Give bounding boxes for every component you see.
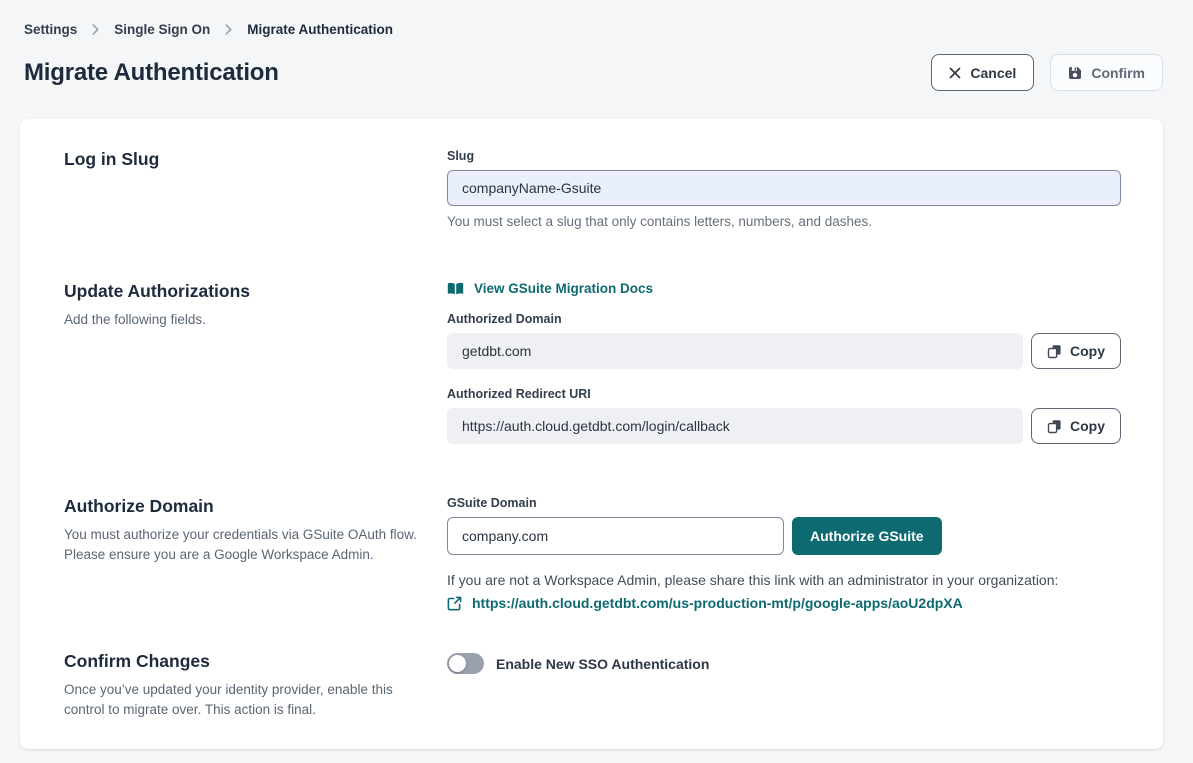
- confirm-changes-description: Once you’ve updated your identity provider, enable this control to migrate over. This action is final.: [64, 682, 393, 717]
- slug-input[interactable]: [447, 170, 1121, 206]
- section-heading-authorize-domain: Authorize Domain: [64, 496, 214, 516]
- share-link[interactable]: [447, 595, 1121, 611]
- copy-button-label: Copy: [1070, 343, 1105, 359]
- external-link-icon: [447, 596, 462, 611]
- slug-label: Slug: [447, 149, 475, 163]
- book-icon: [447, 282, 464, 296]
- section-heading-login-slug: Log in Slug: [64, 149, 160, 169]
- breadcrumb-settings[interactable]: Settings: [24, 22, 78, 37]
- authorized-domain-input[interactable]: [447, 333, 1023, 369]
- header-actions: [931, 54, 1163, 91]
- gsuite-migration-docs-link-label: View GSuite Migration Docs: [474, 281, 654, 296]
- section-login-slug: [64, 149, 1121, 229]
- cancel-button[interactable]: [931, 54, 1034, 91]
- gsuite-domain-input[interactable]: [447, 517, 784, 555]
- cancel-button-label: Cancel: [970, 64, 1017, 81]
- gsuite-migration-docs-link[interactable]: [447, 281, 653, 296]
- authorized-redirect-uri-label: Authorized Redirect URI: [447, 387, 591, 401]
- breadcrumb: [24, 22, 1163, 37]
- copy-icon: [1047, 344, 1062, 359]
- authorized-domain-label: Authorized Domain: [447, 312, 562, 326]
- confirm-button-label: Confirm: [1091, 64, 1145, 81]
- breadcrumb-single-sign-on[interactable]: Single Sign On: [114, 22, 211, 37]
- toggle-knob: [449, 655, 466, 672]
- gsuite-domain-label: GSuite Domain: [447, 496, 537, 510]
- update-authorizations-description: Add the following fields.: [64, 312, 206, 327]
- section-authorize-domain: [64, 496, 1121, 611]
- section-update-authorizations: [64, 281, 1121, 444]
- chevron-right-icon: [90, 24, 101, 35]
- copy-icon: [1047, 419, 1062, 434]
- workspace-admin-note: If you are not a Workspace Admin, please share this link with an administrator in your organization:: [447, 572, 1059, 588]
- share-link-url: https://auth.cloud.getdbt.com/us-production-mt/p/google-apps/aoU2dpXA: [472, 595, 963, 611]
- chevron-right-icon: [223, 24, 234, 35]
- copy-authorized-domain-button[interactable]: [1031, 333, 1121, 369]
- confirm-button[interactable]: [1050, 54, 1163, 91]
- close-icon: [949, 67, 961, 79]
- slug-help-text: You must select a slug that only contains letters, numbers, and dashes.: [447, 214, 872, 229]
- enable-sso-toggle-label: Enable New SSO Authentication: [496, 655, 710, 672]
- page-header: [0, 0, 1193, 91]
- copy-redirect-uri-button[interactable]: [1031, 408, 1121, 444]
- page-title: Migrate Authentication: [24, 58, 279, 86]
- breadcrumb-migrate-authentication: Migrate Authentication: [247, 22, 394, 37]
- section-heading-confirm-changes: Confirm Changes: [64, 651, 210, 671]
- authorized-redirect-uri-input[interactable]: [447, 408, 1023, 444]
- section-heading-update-authorizations: Update Authorizations: [64, 281, 251, 301]
- enable-sso-toggle[interactable]: [447, 653, 484, 674]
- settings-card: [20, 119, 1163, 749]
- authorize-domain-description: You must authorize your credentials via GSuite OAuth flow. Please ensure you are a Google Workspace Admin.: [64, 527, 417, 562]
- copy-button-label: Copy: [1070, 418, 1105, 434]
- section-confirm-changes: [64, 651, 1121, 720]
- authorize-gsuite-button[interactable]: Authorize GSuite: [792, 517, 942, 555]
- save-icon: [1068, 66, 1082, 80]
